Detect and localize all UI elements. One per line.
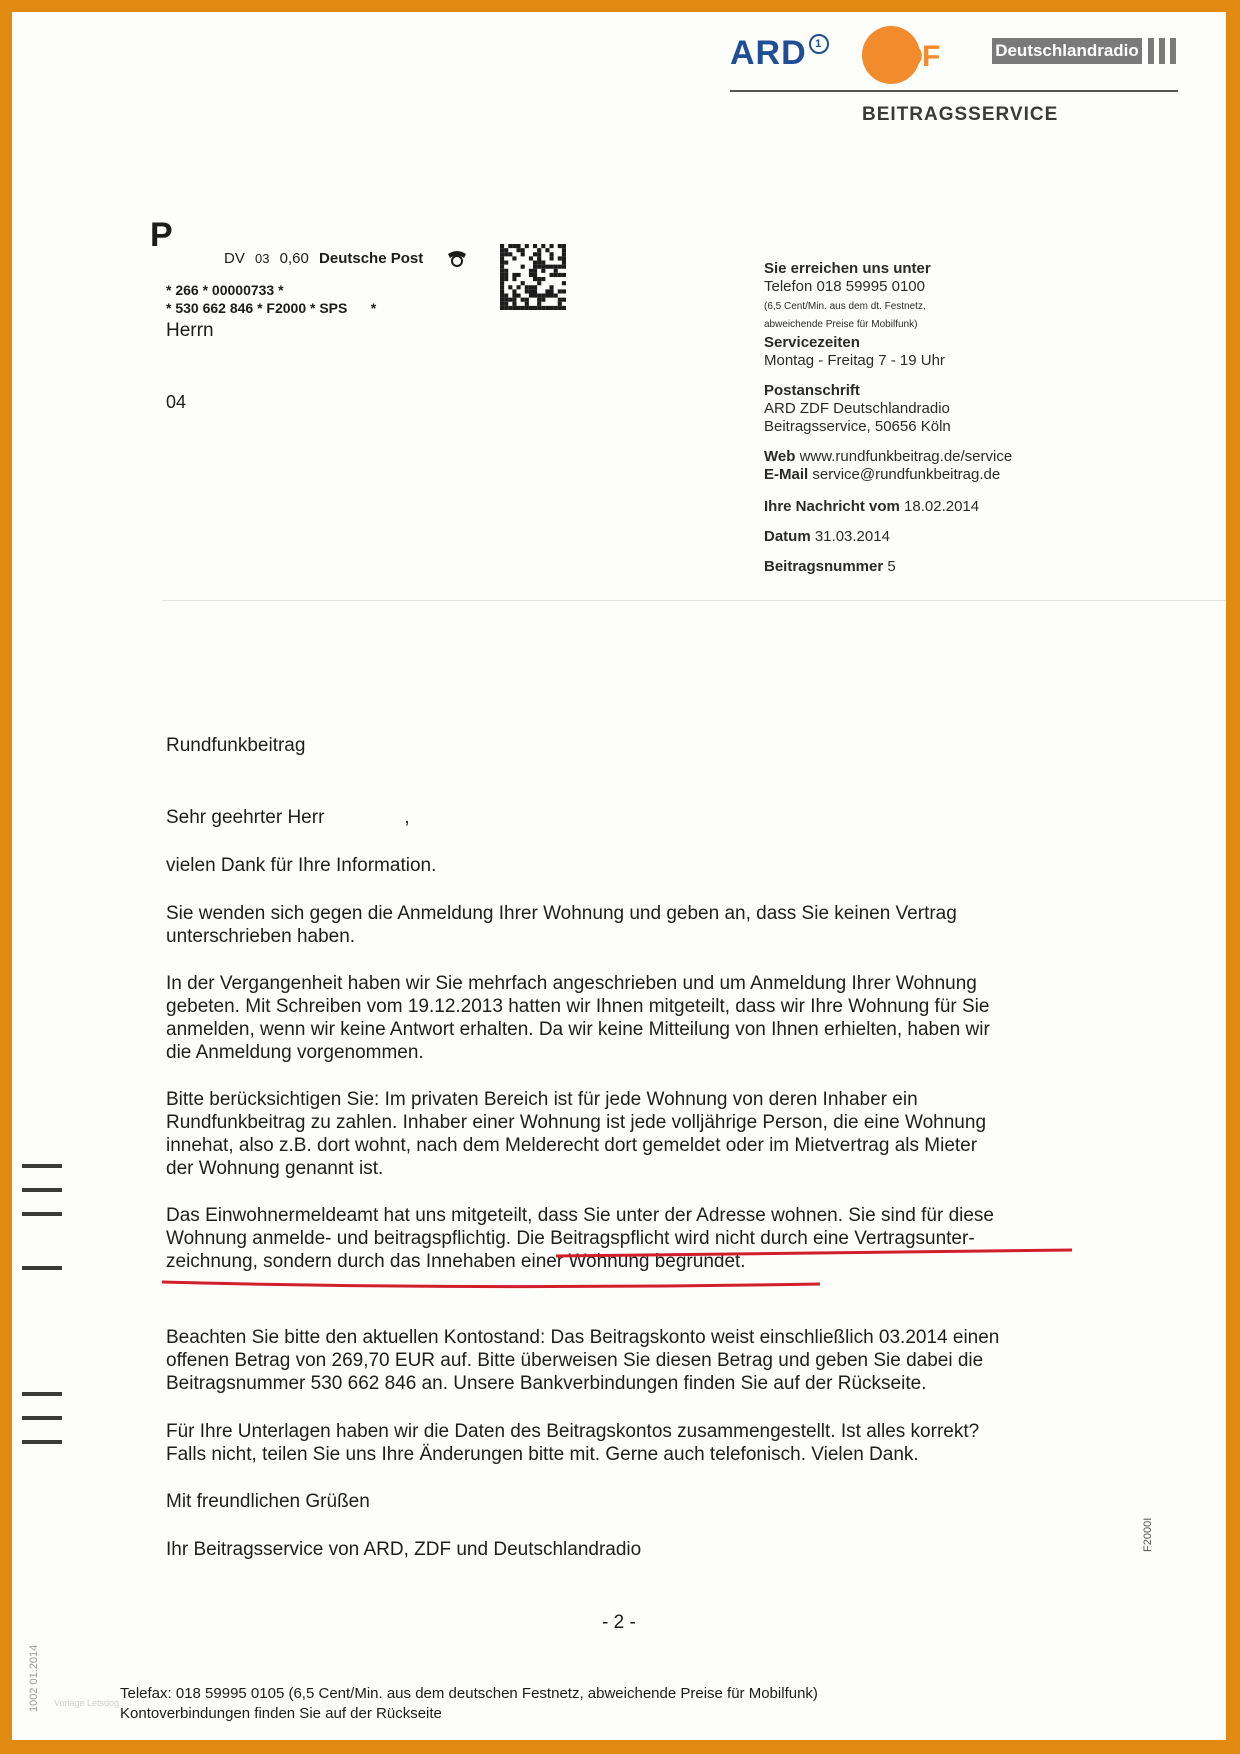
fold-rule [162, 600, 1226, 601]
datamatrix-code-icon [500, 244, 566, 310]
contact-postal: Postanschrift ARD ZDF Deutschlandradio Beitragsservice, 50656 Köln [764, 382, 951, 435]
franking-code-2: * 530 662 846 * F2000 * SPS * [166, 300, 377, 316]
contact-message-date: Ihre Nachricht vom 18.02.2014 [764, 498, 980, 515]
web-link[interactable]: www.rundfunkbeitrag.de/service [799, 448, 1013, 465]
address-salutation: Herrn [166, 320, 214, 341]
contact-date: Datum 31.03.2014 [764, 528, 890, 545]
footer-bank: Kontoverbindungen finden Sie auf der Rückseite [120, 1705, 442, 1722]
franking-dv: DV [224, 250, 245, 267]
email-link[interactable]: service@rundfunkbeitrag.de [812, 466, 1001, 483]
deutschlandradio-bars-icon [1148, 38, 1178, 64]
margin-mark [22, 1164, 62, 1168]
paragraph-1: Sie wenden sich gegen die Anmeldung Ihrer Wohnung und geben an, dass Sie keinen Vertrag unterschrieben haben. [166, 903, 957, 947]
contact-web-email: Web www.rundfunkbeitrag.de/service E-Mail service@rundfunkbeitrag.de [764, 448, 1013, 483]
paragraph-3: Bitte berücksichtigen Sie: Im privaten Bereich ist für jede Wohnung von deren Inhaber ein Rundfunkbeitrag zu zahlen. Inhaber einer Wohnung ist jede volljährige Person, die eine Wohnung innehat, also z.B. dort wohnt, nach dem Melderecht dort gemeldet oder im Mietvertrag als Mieter der Wohnung genannt ist. [166, 1089, 987, 1179]
footer-faint-text: Vorlage Letsdog [54, 1698, 120, 1708]
paragraph-2: In der Vergangenheit haben wir Sie mehrfach angeschrieben und um Anmeldung Ihrer Wohnung gebeten. Mit Schreiben vom 19.12.2013 hatten wir Ihnen mitgeteilt, dass wir Ihre Wohnung für Sie anmelden, wenn wir keine Antwort erhalten. Da wir keine Mitteilung von Ihnen erhielten, haben wir die Anmeldung vorgenommen. [166, 973, 990, 1063]
zdf-logo: ZDF [884, 40, 940, 73]
header-rule [730, 90, 1178, 92]
red-underline-2 [162, 1282, 820, 1287]
margin-mark [22, 1266, 62, 1270]
contact-reach: Sie erreichen uns unter Telefon 018 59995 0100 (6,5 Cent/Min. aus dem dt. Festnetz, abweichende Preise für Mobilfunk) [764, 260, 931, 330]
contact-service-hours: Servicezeiten Montag - Freitag 7 - 19 Uhr [764, 334, 945, 369]
post-horn-icon [446, 248, 468, 268]
form-code: F2000I [1142, 1517, 1154, 1552]
red-underline-1 [556, 1250, 1072, 1256]
letter-closing: Mit freundlichen Grüßen [166, 1491, 370, 1512]
address-zip: 04 [166, 392, 187, 412]
franking-code-1: * 266 * 00000733 * [166, 282, 284, 298]
deutsche-post-label: Deutsche Post [319, 250, 424, 267]
margin-mark [22, 1188, 62, 1192]
letter-page [12, 12, 1226, 1740]
franking-amount: 0,60 [279, 250, 309, 267]
ard-logo: ARD 1 [730, 34, 829, 73]
franking-line [224, 250, 423, 267]
highlight-text-2: zeichnung, sondern durch das Innehaben einer Wohnung begründet. [166, 1251, 746, 1272]
letter-thanks: vielen Dank für Ihre Information. [166, 855, 437, 876]
page-number: - 2 - [602, 1612, 636, 1633]
contact-number: Beitragsnummer 5 [764, 558, 896, 575]
franking-p: P [150, 216, 173, 254]
letter-greeting: Sehr geehrter Herr , [166, 807, 410, 828]
footer-fax: Telefax: 018 59995 0105 (6,5 Cent/Min. aus dem deutschen Festnetz, abweichende Preise für Mobilfunk) [120, 1685, 818, 1702]
paragraph-6: Für Ihre Unterlagen haben wir die Daten des Beitragskontos zusammengestellt. Ist alles korrekt? Falls nicht, teilen Sie uns Ihre Änderungen bitte mit. Gerne auch telefonisch. Vielen Dank. [166, 1421, 980, 1465]
franking-03: 03 [255, 251, 270, 266]
margin-mark [22, 1416, 62, 1420]
beitragsservice-title: BEITRAGSSERVICE [862, 104, 1059, 125]
letter-signature: Ihr Beitragsservice von ARD, ZDF und Deutschlandradio [166, 1539, 642, 1560]
letter-subject: Rundfunkbeitrag [166, 735, 306, 756]
paragraph-4: Das Einwohnermeldeamt hat uns mitgeteilt, dass Sie unter der Adresse wohnen. Sie sind für diese Wohnung anmelde- und beitragspflichtig. Die Beitragspflicht wird nicht durch eine Vertragsunter- zeichnung, sondern durch das Innehaben einer Wohnung begründet. [166, 1204, 1066, 1273]
red-underline-marks [160, 1246, 1080, 1296]
margin-mark [22, 1212, 62, 1216]
highlight-text-1: Die Beitragspflicht wird nicht durch eine Vertragsunter- [516, 1228, 975, 1249]
ard-one-icon: 1 [809, 34, 829, 54]
form-code-left: 1002 01.2014 [28, 1644, 40, 1712]
paragraph-5: Beachten Sie bitte den aktuellen Kontostand: Das Beitragskonto weist einschließlich 03.2014 einen offenen Betrag von 269,70 EUR auf. Bitte überweisen Sie diesen Betrag und geben Sie dabei die Beitragsnummer 530 662 846 an. Unsere Bankverbindungen finden Sie auf der Rückseite. [166, 1327, 1000, 1394]
deutschlandradio-logo: Deutschlandradio [992, 38, 1142, 64]
margin-mark [22, 1392, 62, 1396]
margin-mark [22, 1440, 62, 1444]
